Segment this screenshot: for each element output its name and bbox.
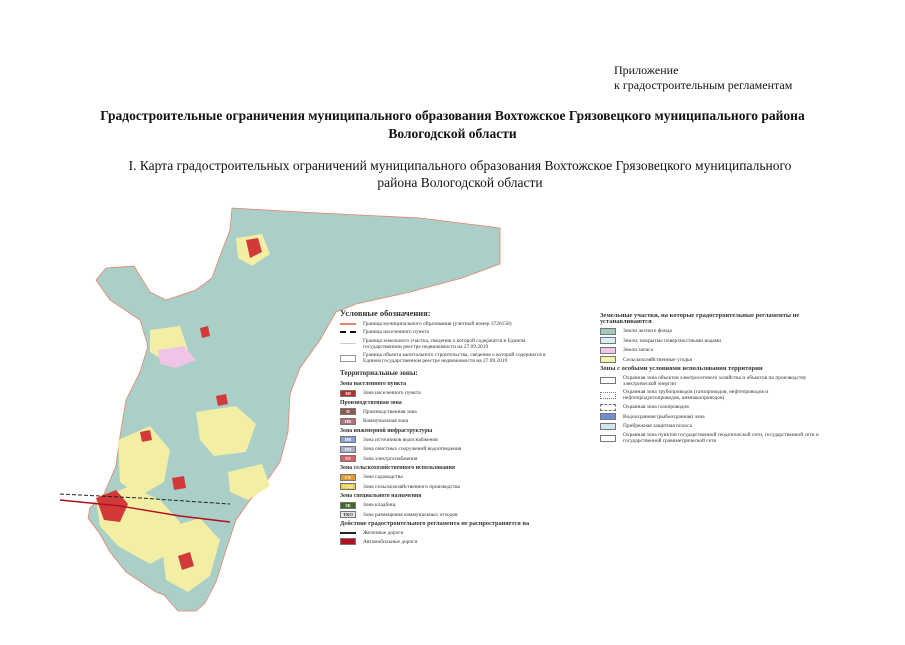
zone-swatch: ЗЭ [340,455,356,462]
special-heading: Зоны с особыми условиями использования территории [600,365,763,372]
appendix-line-1: Приложение [614,63,679,77]
map-subtitle [80,157,840,191]
subtitle-line-2: района Вологодской области [377,175,543,190]
legend-label: Земли лесного фонда [623,328,672,334]
document-title [40,107,865,143]
legend-row [600,356,825,363]
legend-label: Охранная зона газопроводов [623,404,689,410]
legend-label: Зона кладбищ [363,502,396,508]
group-heading: Зона населенного пункта [340,381,407,387]
zone-swatch: ИВ [340,436,356,443]
legend-label: Водоохранная (рыбоохранная) зона [623,413,705,420]
legend-row [340,408,555,415]
legend-row [340,329,555,335]
legend-row [340,321,555,327]
legend-row [340,418,555,425]
legend-label: Зона очистных сооружений водоотведения [363,446,462,452]
legend-row [600,413,825,420]
zones-heading: Территориальные зоны: [340,369,418,377]
right-heading: Земельные участки, на которые градостроительные регламенты не устанавливаются [600,312,800,325]
legend-label: Зона источников водоснабжения [363,436,438,443]
legend-label: Зона сельскохозяйственного производства [363,483,460,490]
mun-boundary-line [340,323,356,325]
zone-swatch: ЗК [340,502,356,509]
legend-row [340,502,555,509]
legend-label: Зона садоводства [363,474,403,480]
zone-swatch: СХ [340,474,356,481]
zone-swatch: П [340,408,356,415]
zone-swatch: ТКО [340,511,356,518]
legend-label: Сельскохозяйственные угодья [623,356,692,363]
legend-row [600,404,825,411]
building-boundary-swatch [340,355,356,362]
land-swatch [600,328,616,335]
legend-label: Охранная зона объектов электросетевого хозяйства и объектов по производству электрической энергии [623,374,807,387]
settlement-4 [216,394,228,406]
legend-row [340,390,555,397]
legend-label: Зона размещения коммунальных отходов [363,511,458,518]
legend-label: Граница населенного пункта [363,329,429,335]
legend-label: Железные дороги [363,529,404,536]
special-swatch [600,435,616,442]
legend-label: Граница муниципального образования (учетный номер 3726158) [363,320,512,327]
legend-label: Граница земельного участка, сведения о которой содержатся в Едином государственном реестре недвижимости на 27.09.2019 [363,337,526,350]
zone-swatch: ОЧ [340,446,356,453]
legend-label: Коммунальная зона [363,418,409,424]
legend-row [340,446,555,453]
settlement-5 [172,476,186,490]
land-swatch [600,337,616,344]
settlement-boundary-line [340,331,356,333]
legend-row [340,455,555,462]
legend-label: Охранная зона пунктов государственной геодезической сети, государственной сети и государственной гравиметрической сети [623,432,819,444]
legend-row [600,347,825,354]
legend-row [340,530,555,536]
group-heading: Зона сельскохозяйственного использования [340,465,455,471]
legend-row [600,432,825,444]
legend-row [600,389,825,401]
legend-row [340,483,555,490]
special-swatch [600,413,616,420]
legend-row [340,352,555,364]
group-heading: Производственная зона [340,399,402,406]
map-area [0,200,905,640]
parcel-boundary-line [340,343,356,344]
legend-row [600,375,825,387]
special-swatch [600,423,616,430]
legend-row [600,337,825,344]
group-heading: Зона специального назначения [340,493,422,499]
title-line-2: Вологодской области [388,126,517,141]
legend-label: Производственная зона [363,408,417,415]
railway-line [340,532,356,534]
legend-label: Автомобильные дороги [363,538,418,545]
subtitle-line-1: I. Карта градостроительных ограничений муниципального образования Вохтожское Грязовецкого муниципального [128,158,792,173]
land-swatch [600,347,616,354]
special-swatch [600,404,616,411]
legend-row [340,538,555,545]
legend-row [600,328,825,335]
legend-row [600,423,825,430]
zone-swatch: СХП [340,483,356,490]
legend-row [340,474,555,481]
legend-label: Прибрежная защитная полоса [623,423,693,429]
group-heading: Зона инженерной инфраструктуры [340,427,433,434]
land-swatch [600,356,616,363]
appendix-line-2: к градостроительным регламентам [614,78,793,92]
legend-heading: Условные обозначения: [340,308,431,318]
legend-left [340,308,555,548]
title-line-1: Градостроительные ограничения муниципального образования Вохтожское Грязовецкого муниципального района [100,108,805,123]
notapply-heading: Действие градостроительного регламента не распространяется на [340,520,530,527]
settlement-7 [140,430,152,442]
legend-label: Граница объекта капитального строительства, сведения о которой содержатся в Едином государственном реестре недвижимости на 27.09.2019 [363,352,546,364]
legend-row [340,338,555,350]
legend-row [340,511,555,518]
special-swatch [600,377,616,384]
legend-right [600,310,825,447]
legend-label: Зона электроснабжения [363,455,418,462]
legend-row [340,436,555,443]
zone-swatch: ПК [340,418,356,425]
legend-label: Земли, покрытые поверхностными водами [623,337,721,344]
special-swatch [600,392,616,399]
zone-swatch: ЗН [340,390,356,397]
legend-label: Охранная зона трубопроводов (газопроводов, нефтепроводов и нефтепродуктопроводов, аммиакопроводов) [623,389,769,401]
legend-label: Земли запаса [623,347,654,353]
appendix-note [614,63,792,93]
road-swatch [340,538,356,545]
legend-label: Зона населенного пункта [363,390,421,396]
